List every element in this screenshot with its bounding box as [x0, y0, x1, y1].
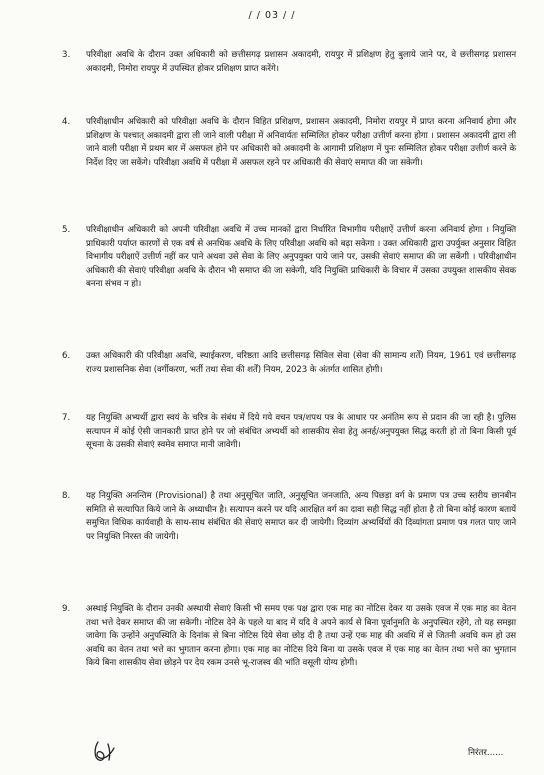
clause-text: उक्त अधिकारी की परिवीक्षा अवधि, स्थाईकरण, वरिष्ठता आदि छत्तीसगढ़ सिविल सेवा (सेवा की सामान्य शर्तें) नियम, 1961 एवं छत्तीसगढ़ राज्य प्रशासनिक सेवा (वर्गीकरण, भर्ती तथा सेवा की शर्तें) नियम, 2023 के अंतर्गत शासित होगी। [86, 351, 516, 375]
clause-number: 4. [62, 117, 71, 127]
clause-number: 5. [62, 225, 71, 235]
clause-number: 6. [62, 351, 71, 361]
clause-text: परिवीक्षाधीन अधिकारी को परिवीक्षा अवधि के दौरान विहित प्रशिक्षण, प्रशासन अकादमी, निमोरा रायपुर में प्राप्त करना अनिवार्य होगा और प्रशिक्षण के पश्चात् अकादमी द्वारा ली जाने वाली परीक्षा में अनिवार्यतः सम्मिलित होकर परीक्षा उत्तीर्ण करना होगा । प्रशासन अकादमी द्वारा ली जाने वाली परीक्षा में प्रथम बार में असफल होने पर अधिकारी को अकादमी के आगामी प्रशिक्षण में पुनः सम्मिलित होकर परीक्षा उत्तीर्ण करने के निर्देश दिए जा सकेंगे। परिवीक्षा अवधि में परीक्षा में असफल रहने पर अधिकारी की सेवाएं समाप्त की जा सकेगी। [86, 117, 516, 168]
clause-number: 8. [62, 491, 71, 501]
clause-text: यह नियुक्ति अनन्तिम (Provisional) है तथा अनुसूचित जाति, अनुसूचित जनजाति, अन्य पिछड़ा वर्ग के प्रमाण पत्र उच्च स्तरीय छानबीन समिति से सत्यापित किये जाने के अध्याधीन है। सत्यापन करने पर यदि आरक्षित वर्ग का दावा सही सिद्ध नहीं होता है तो बिना कोई कारण बतायें समुचित विधिक कार्यवाही के साथ-साथ संबंधित की सेवाएं समाप्त कर दी जायेगी। दिव्यांग अभ्यर्थियों की दिव्यांगता प्रमाण पत्र गलत पाए जाने पर नियुक्ति निरस्त की जायेगी। [86, 491, 516, 542]
page-number: / / 03 / / [248, 10, 296, 21]
clause-text: परिवीक्षा अवधि के दौरान उक्त अधिकारी को छत्तीसगढ़ प्रशासन अकादमी, रायपुर में प्रशिक्षण हेतु बुलाये जाने पर, वे छत्तीसगढ़ प्रशासन अकादमी, निमोरा रायपुर में उपस्थित होकर प्रशिक्षण प्राप्त करेंगे। [86, 50, 516, 74]
continued-label: निरंतर...... [468, 748, 504, 758]
clause-text: परिवीक्षाधीन अधिकारी को अपनी परिवीक्षा अवधि में उच्च मानकों द्वारा निर्धारित विभागीय परीक्षाऐं उत्तीर्ण करना अनिवार्य होगा । नियुक्ति प्राधिकारी पर्याप्त कारणों से एक वर्ष से अनधिक अवधि के लिए परिवीक्षा अवधि को बढ़ा सकेगा । उक्त अधिकारी द्वारा उपर्युक्त अनुसार विहित विभागीय परीक्षाऐं उत्तीर्ण नहीं कर पाने अथवा उसे सेवा के लिए अनुपयुक्त पाये जाने पर, उसकी सेवाएं समाप्त की जा सकेंगी । परिवीक्षाधीन अधिकारी की सेवाएं परिवीक्षा अवधि के दौरान भी समाप्त की जा सकेगी, यदि नियुक्ति प्राधिकारी के विचार में उसका उपयुक्त शासकीय सेवक बनना संभव न हो। [86, 225, 516, 289]
signature-initials [90, 738, 118, 764]
clause-number: 3. [62, 50, 71, 60]
clause-text: यह नियुक्ति अभ्यर्थी द्वारा स्वयं के चरित्र के संबंध में दिये गये वचन पत्र/शपथ पत्र के आधार पर अनंतिम रूप से प्रदान की जा रही है। पुलिस सत्यापन में कोई ऐसी जानकारी प्राप्त होने पर जो संबंधित अभ्यर्थी को शासकीय सेवा हेतु अनर्ह/अनुपयुक्त सिद्ध करती हो तो बिना किसी पूर्व सूचना के उसकी सेवाएं स्वमेव समाप्त मानी जावेगी। [86, 413, 516, 450]
clause-text: अस्थाई नियुक्ति के दौरान उनकी अस्थायी सेवाएं किसी भी समय एक पक्ष द्वारा एक माह का नोटिस देकर या उसके एवज में एक माह का वेतन तथा भत्ते देकर समाप्त की जा सकेगी। नोटिस देने के पहले या बाद में यदि वे अपने कार्य से बिना पूर्वानुमति के अनुपस्थित रहेंगे, तो यह समझा जावेगा कि उन्होंने अनुपस्थिति के दिनांक से बिना नोटिस दिये सेवा छोड़ दी है तथा उन्हें एक माह की अवधि में से जितनी अवधि कम हो उस अवधि का वेतन तथा भत्ते का भुगतान करना होगा। एक माह का नोटिस दिये बिना या उसके एवज में एक माह का वेतन तथा भत्ते का भुगतान किये बिना शासकीय सेवा छोड़ने पर देय रकम उनसे भू-राजस्व की भांति वसूली योग्य होगी। [86, 604, 516, 668]
clause-number: 7. [62, 413, 71, 423]
clause-number: 9. [62, 604, 71, 614]
